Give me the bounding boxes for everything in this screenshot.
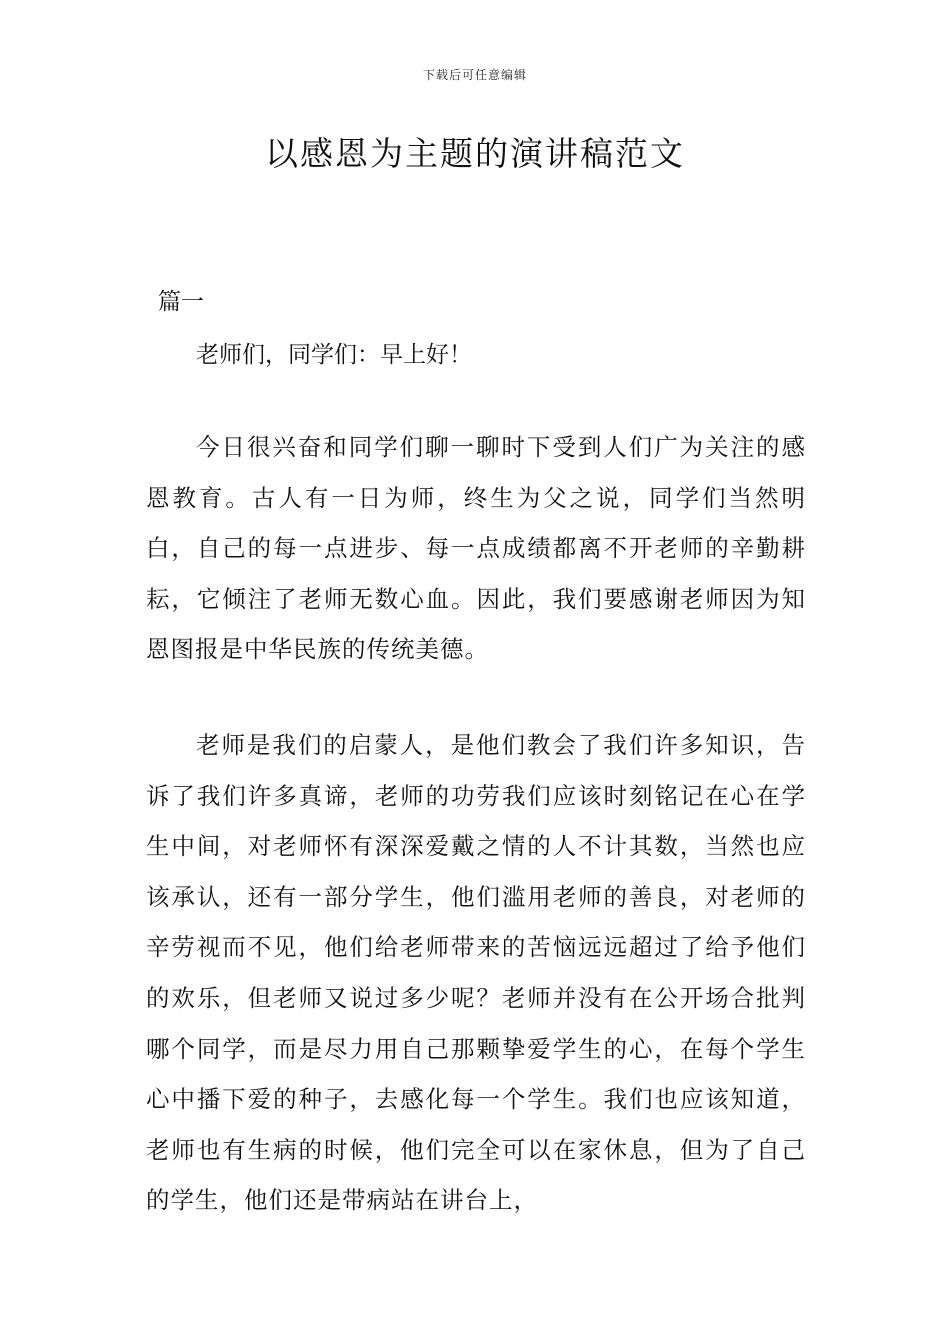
greeting-line: 老师们，同学们：早上好！ [196,342,472,368]
document-title: 以感恩为主题的演讲稿范文 [265,134,685,173]
body-paragraph: 老师是我们的启蒙人，是他们教会了我们许多知识，告诉了我们许多真谛，老师的功劳我们应该时刻铭记在心在学生中间，对老师怀有深深爱戴之情的人不计其数，当然也应该承认，还有一部分学生，他们滥用老师的善良，对老师的辛劳视而不见，他们给老师带来的苦恼远远超过了给予他们的欢乐，但老师又说过多少呢？老师并没有在公开场合批判哪个同学，而是尽力用自己那颗挚爱学生的心，在每个学生心中播下爱的种子，去感化每一个学生。我们也应该知道，老师也有生病的时候，他们完全可以在家休息，但为了自己的学生，他们还是带病站在讲台上， [146,731,806,1215]
body-paragraph: 今日很兴奋和同学们聊一聊时下受到人们广为关注的感恩教育。古人有一日为师，终生为父之说，同学们当然明白，自己的每一点进步、每一点成绩都离不开老师的辛勤耕耘，它倾注了老师无数心血。因此，我们要感谢老师因为知恩图报是中华民族的传统美德。 [146,433,806,664]
section-label: 篇一 [158,289,204,315]
header-note: 下载后可任意编辑 [422,68,527,82]
